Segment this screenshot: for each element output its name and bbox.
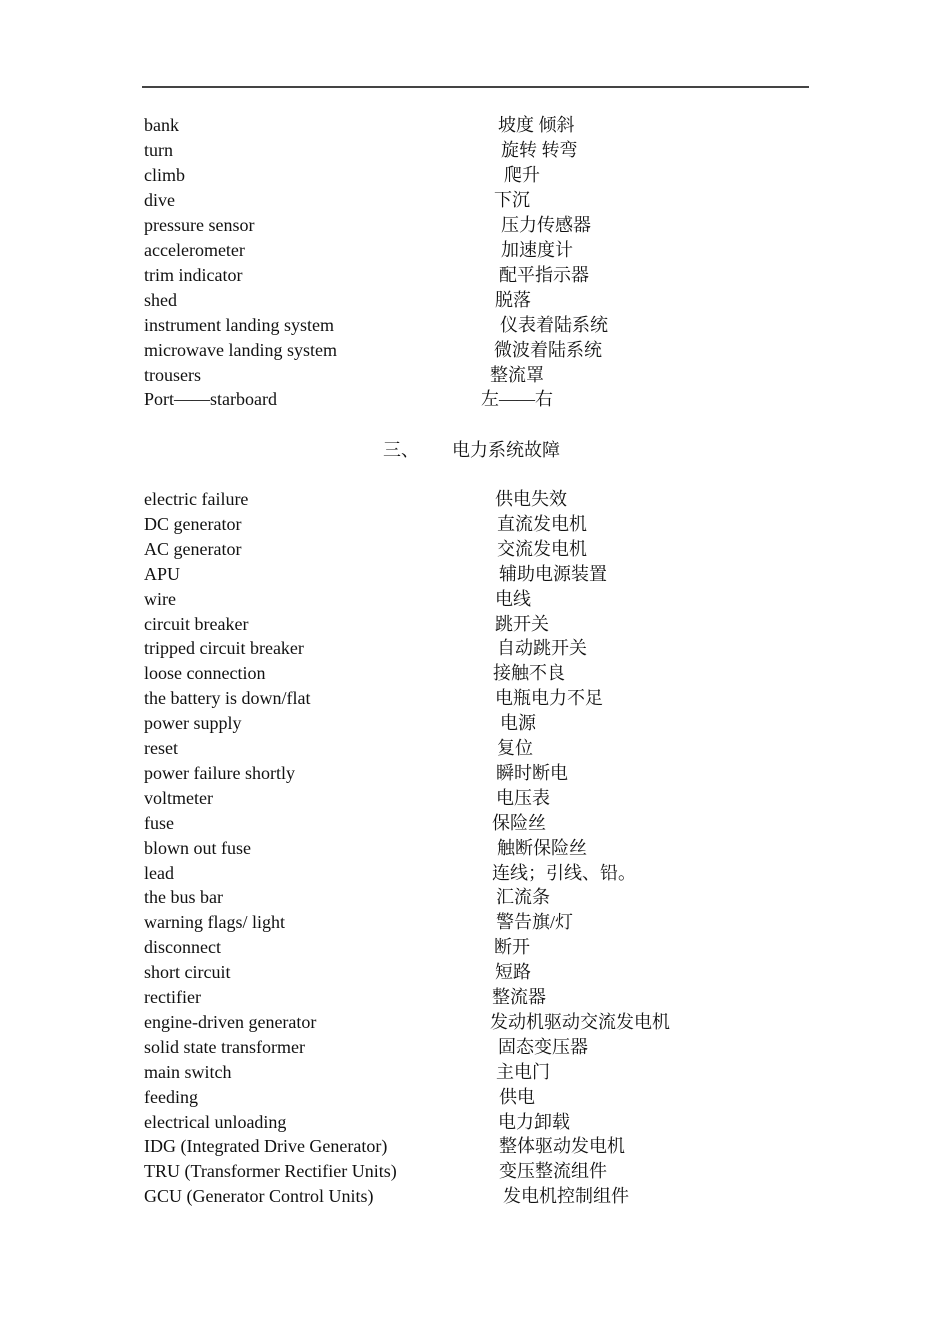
term-row bbox=[143, 661, 843, 686]
term-english: Port——starboard bbox=[144, 389, 277, 410]
term-chinese: 变压整流组件 bbox=[499, 1161, 607, 1182]
term-english: climb bbox=[144, 164, 185, 185]
term-row bbox=[143, 587, 843, 612]
term-row bbox=[143, 861, 843, 886]
term-row bbox=[143, 363, 843, 388]
term-chinese: 仪表着陆系统 bbox=[500, 314, 608, 335]
term-row bbox=[143, 288, 843, 313]
term-chinese: 短路 bbox=[495, 962, 531, 983]
term-chinese: 复位 bbox=[497, 738, 533, 758]
term-english: microwave landing system bbox=[144, 339, 337, 360]
term-chinese: 接触不良 bbox=[493, 663, 565, 684]
term-english: solid state transformer bbox=[144, 1036, 305, 1057]
term-english: APU bbox=[144, 563, 181, 584]
term-english: loose connection bbox=[144, 663, 266, 684]
term-english: the bus bar bbox=[144, 887, 223, 908]
term-english: power failure shortly bbox=[144, 762, 295, 783]
term-chinese: 电源 bbox=[500, 713, 536, 734]
term-english: DC generator bbox=[144, 513, 242, 534]
term-english: rectifier bbox=[144, 987, 201, 1007]
term-english: TRU (Transformer Rectifier Units) bbox=[144, 1161, 397, 1182]
term-english: IDG (Integrated Drive Generator) bbox=[144, 1136, 388, 1157]
term-english: disconnect bbox=[144, 937, 221, 958]
term-chinese: 主电门 bbox=[496, 1061, 550, 1082]
term-row bbox=[143, 1085, 843, 1110]
term-english: blown out fuse bbox=[144, 837, 251, 858]
term-chinese: 发动机驱动交流发电机 bbox=[490, 1011, 670, 1032]
term-english: fuse bbox=[144, 812, 174, 833]
term-row bbox=[143, 1134, 843, 1159]
term-english: tripped circuit breaker bbox=[144, 638, 304, 659]
term-chinese: 警告旗/灯 bbox=[496, 912, 574, 933]
term-english: electric failure bbox=[144, 489, 249, 509]
term-row bbox=[143, 263, 843, 288]
term-english: wire bbox=[144, 588, 176, 609]
term-chinese: 保险丝 bbox=[492, 812, 546, 833]
term-chinese: 瞬时断电 bbox=[496, 762, 568, 783]
term-row bbox=[143, 985, 843, 1010]
term-english: short circuit bbox=[144, 962, 231, 983]
term-english: pressure sensor bbox=[144, 214, 255, 235]
term-row bbox=[143, 138, 843, 163]
term-row bbox=[143, 711, 843, 736]
term-chinese: 脱落 bbox=[495, 289, 531, 310]
term-row bbox=[143, 960, 843, 985]
term-chinese: 下沉 bbox=[494, 189, 530, 210]
term-chinese: 辅助电源装置 bbox=[499, 563, 607, 584]
term-chinese: 汇流条 bbox=[496, 887, 550, 908]
term-chinese: 左——右 bbox=[481, 389, 553, 410]
term-row bbox=[143, 1110, 843, 1135]
term-row bbox=[143, 636, 843, 661]
term-chinese: 固态变压器 bbox=[498, 1036, 588, 1057]
term-row bbox=[143, 1159, 843, 1184]
term-english: feeding bbox=[144, 1086, 198, 1107]
section-title: 电力系统故障 bbox=[452, 440, 560, 460]
term-english: dive bbox=[144, 189, 175, 210]
term-row bbox=[143, 885, 843, 910]
term-english: turn bbox=[144, 139, 173, 160]
term-row bbox=[143, 1035, 843, 1060]
term-chinese: 触断保险丝 bbox=[497, 837, 587, 858]
term-english: power supply bbox=[144, 713, 242, 734]
term-row bbox=[143, 387, 843, 412]
term-chinese: 发电机控制组件 bbox=[503, 1186, 629, 1207]
term-chinese: 电力卸载 bbox=[498, 1111, 570, 1132]
term-row bbox=[143, 537, 843, 562]
term-row bbox=[143, 213, 843, 238]
header-rule bbox=[142, 86, 809, 88]
term-row bbox=[143, 736, 843, 761]
term-row bbox=[143, 338, 843, 363]
term-row bbox=[143, 562, 843, 587]
term-english: the battery is down/flat bbox=[144, 688, 311, 709]
term-row bbox=[143, 1010, 843, 1035]
term-chinese: 直流发电机 bbox=[497, 513, 587, 534]
term-row bbox=[143, 686, 843, 711]
term-row bbox=[143, 811, 843, 836]
term-english: engine-driven generator bbox=[144, 1011, 317, 1032]
term-english: trim indicator bbox=[144, 264, 243, 285]
term-row bbox=[143, 238, 843, 263]
term-row bbox=[143, 163, 843, 188]
term-english: GCU (Generator Control Units) bbox=[144, 1186, 374, 1207]
term-chinese: 电瓶电力不足 bbox=[495, 688, 603, 709]
term-row bbox=[143, 188, 843, 213]
term-chinese: 断开 bbox=[494, 937, 530, 958]
term-row bbox=[143, 612, 843, 637]
term-english: AC generator bbox=[144, 538, 242, 559]
term-row bbox=[143, 313, 843, 338]
term-chinese: 自动跳开关 bbox=[497, 638, 587, 659]
term-row bbox=[143, 113, 843, 138]
term-chinese: 微波着陆系统 bbox=[494, 339, 602, 360]
term-english: electrical unloading bbox=[144, 1111, 287, 1132]
term-english: circuit breaker bbox=[144, 613, 249, 634]
term-chinese: 配平指示器 bbox=[499, 264, 589, 285]
term-row bbox=[143, 836, 843, 861]
term-english: trousers bbox=[144, 364, 201, 385]
term-chinese: 电线 bbox=[495, 588, 531, 609]
term-chinese: 连线；引线、铅。 bbox=[492, 862, 636, 883]
term-chinese: 整流罩 bbox=[490, 364, 544, 385]
term-chinese: 跳开关 bbox=[495, 613, 549, 634]
section-number: 三、 bbox=[383, 440, 419, 460]
term-english: shed bbox=[144, 289, 177, 310]
term-chinese: 交流发电机 bbox=[497, 538, 587, 559]
term-chinese: 整流器 bbox=[492, 987, 546, 1007]
term-english: instrument landing system bbox=[144, 314, 334, 335]
term-chinese: 爬升 bbox=[504, 164, 540, 185]
term-english: voltmeter bbox=[144, 787, 213, 808]
term-row bbox=[143, 487, 843, 512]
term-chinese: 整体驱动发电机 bbox=[499, 1136, 625, 1157]
term-chinese: 压力传感器 bbox=[501, 214, 591, 235]
term-row bbox=[143, 1184, 843, 1209]
term-chinese: 坡度 倾斜 bbox=[498, 115, 575, 135]
term-row bbox=[143, 935, 843, 960]
term-chinese: 旋转 转弯 bbox=[501, 139, 578, 160]
term-english: accelerometer bbox=[144, 239, 245, 260]
term-row bbox=[143, 786, 843, 811]
term-row bbox=[143, 761, 843, 786]
term-row bbox=[143, 910, 843, 935]
term-chinese: 供电 bbox=[499, 1086, 535, 1107]
term-english: reset bbox=[144, 738, 178, 758]
term-row bbox=[143, 1060, 843, 1085]
term-english: lead bbox=[144, 862, 174, 883]
term-chinese: 供电失效 bbox=[495, 489, 567, 509]
term-chinese: 电压表 bbox=[496, 787, 550, 808]
term-english: bank bbox=[144, 115, 179, 135]
term-row bbox=[143, 512, 843, 537]
term-english: main switch bbox=[144, 1061, 232, 1082]
term-english: warning flags/ light bbox=[144, 912, 285, 933]
term-chinese: 加速度计 bbox=[501, 239, 573, 260]
